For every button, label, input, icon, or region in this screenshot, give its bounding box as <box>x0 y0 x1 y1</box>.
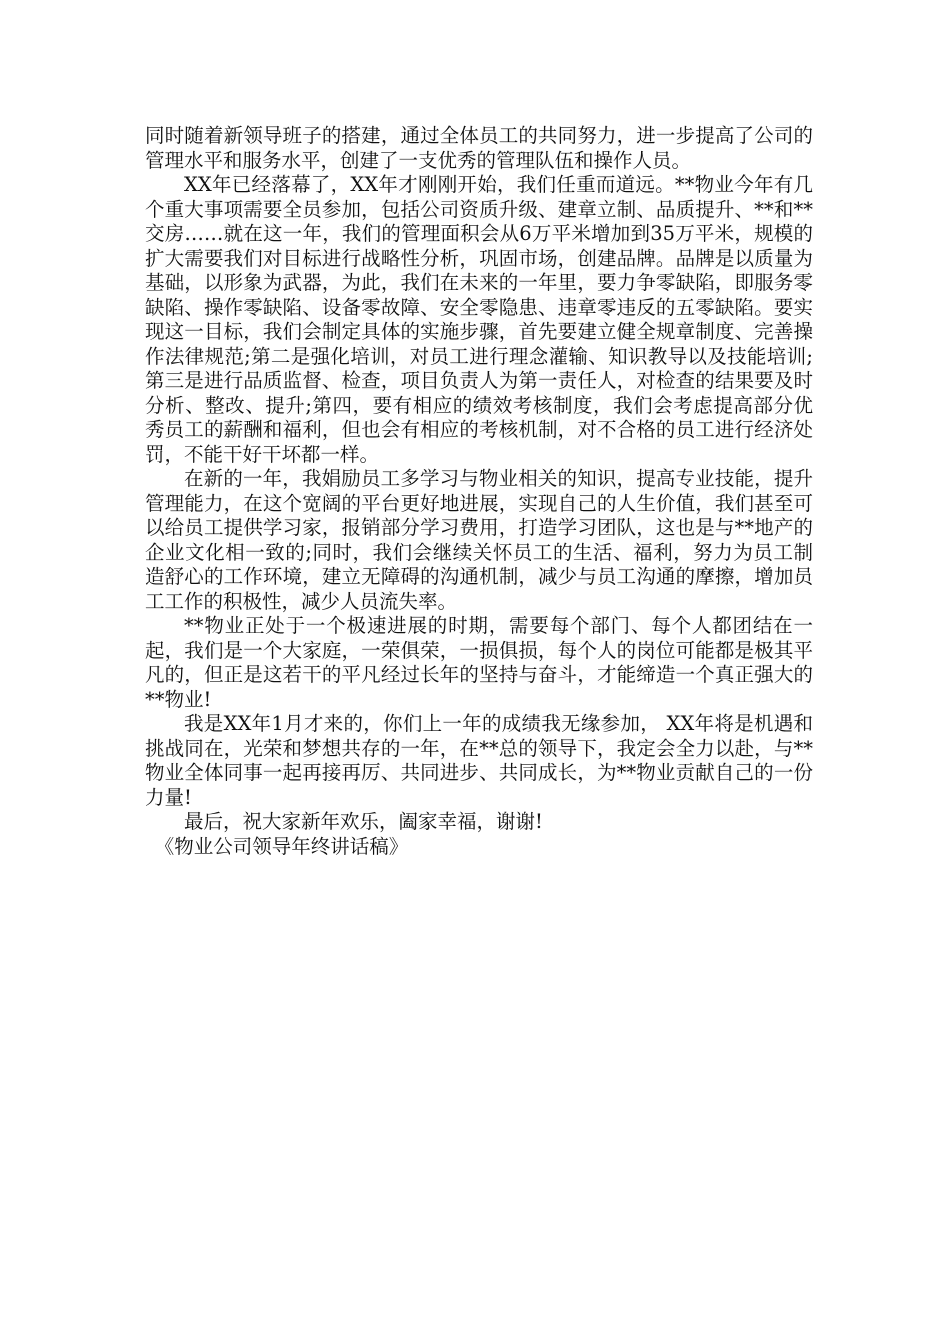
paragraph-3: 在新的一年，我娟励员工多学习与物业相关的知识，提高专业技能，提升管理能力，在这个宽阔的平台更好地进展，实现自己的人生价值，我们甚至可以给员工提供学习家，报销部分学习费用，打造学习团队，这也是与**地产的企业文化相一致的;同时，我们会继续关怀员工的生活、福利，努力为员工制造舒心的工作环境，建立无障碍的沟通机制，减少与员工沟通的摩擦，增加员工工作的积极性，减少人员流失率。 <box>145 467 813 613</box>
paragraph-4: **物业正处于一个极速进展的时期，需要每个部门、每个人都团结在一起，我们是一个大家庭，一荣俱荣，一损俱损，每个人的岗位可能都是极其平凡的，但正是这若干的平凡经过长年的坚持与奋斗，才能缔造一个真正强大的**物业! <box>145 614 813 711</box>
paragraph-1: 同时随着新领导班子的搭建，通过全体员工的共同努力，进一步提高了公司的管理水平和服务水平，创建了一支优秀的管理队伍和操作人员。 <box>145 124 813 172</box>
document-body <box>145 124 813 859</box>
paragraph-6: 最后，祝大家新年欢乐，阖家幸福，谢谢! <box>184 810 543 833</box>
document-title-line: 《物业公司领导年终讲话稿》 <box>154 834 409 858</box>
paragraph-2: XX年已经落幕了，XX年才刚刚开始，我们任重而道远。**物业今年有几个重大事项需要全员参加，包括公司资质升级、建章立制、品质提升、**和**交房……就在这一年，我们的管理面积会从6万平米增加到35万平米，规模的扩大需要我们对目标进行战略性分析，巩固市场，创建品牌。品牌是以质量为基础，以形象为武器，为此，我们在未来的一年里，要力争零缺陷，即服务零缺陷、操作零缺陷、设备零故障、安全零隐患、违章零违反的五零缺陷。要实现这一目标，我们会制定具体的实施步骤，首先要建立健全规章制度、完善操作法律规范;第二是强化培训，对员工进行理念灌输、知识教导以及技能培训;第三是进行品质监督、检查，项目负责人为第一责任人，对检查的结果要及时分析、整改、提升;第四，要有相应的绩效考核制度，我们会考虑提高部分优秀员工的薪酬和福利，但也会有相应的考核机制，对不合格的员工进行经济处罚，不能干好干坏都一样。 <box>145 173 813 466</box>
paragraph-5: 我是XX年1月才来的，你们上一年的成绩我无缘参加， XX年将是机遇和挑战同在，光荣和梦想共存的一年，在**总的领导下，我定会全力以赴，与**物业全体同事一起再接再厉、共同进步、共同成长，为**物业贡献自己的一份力量! <box>145 712 813 809</box>
